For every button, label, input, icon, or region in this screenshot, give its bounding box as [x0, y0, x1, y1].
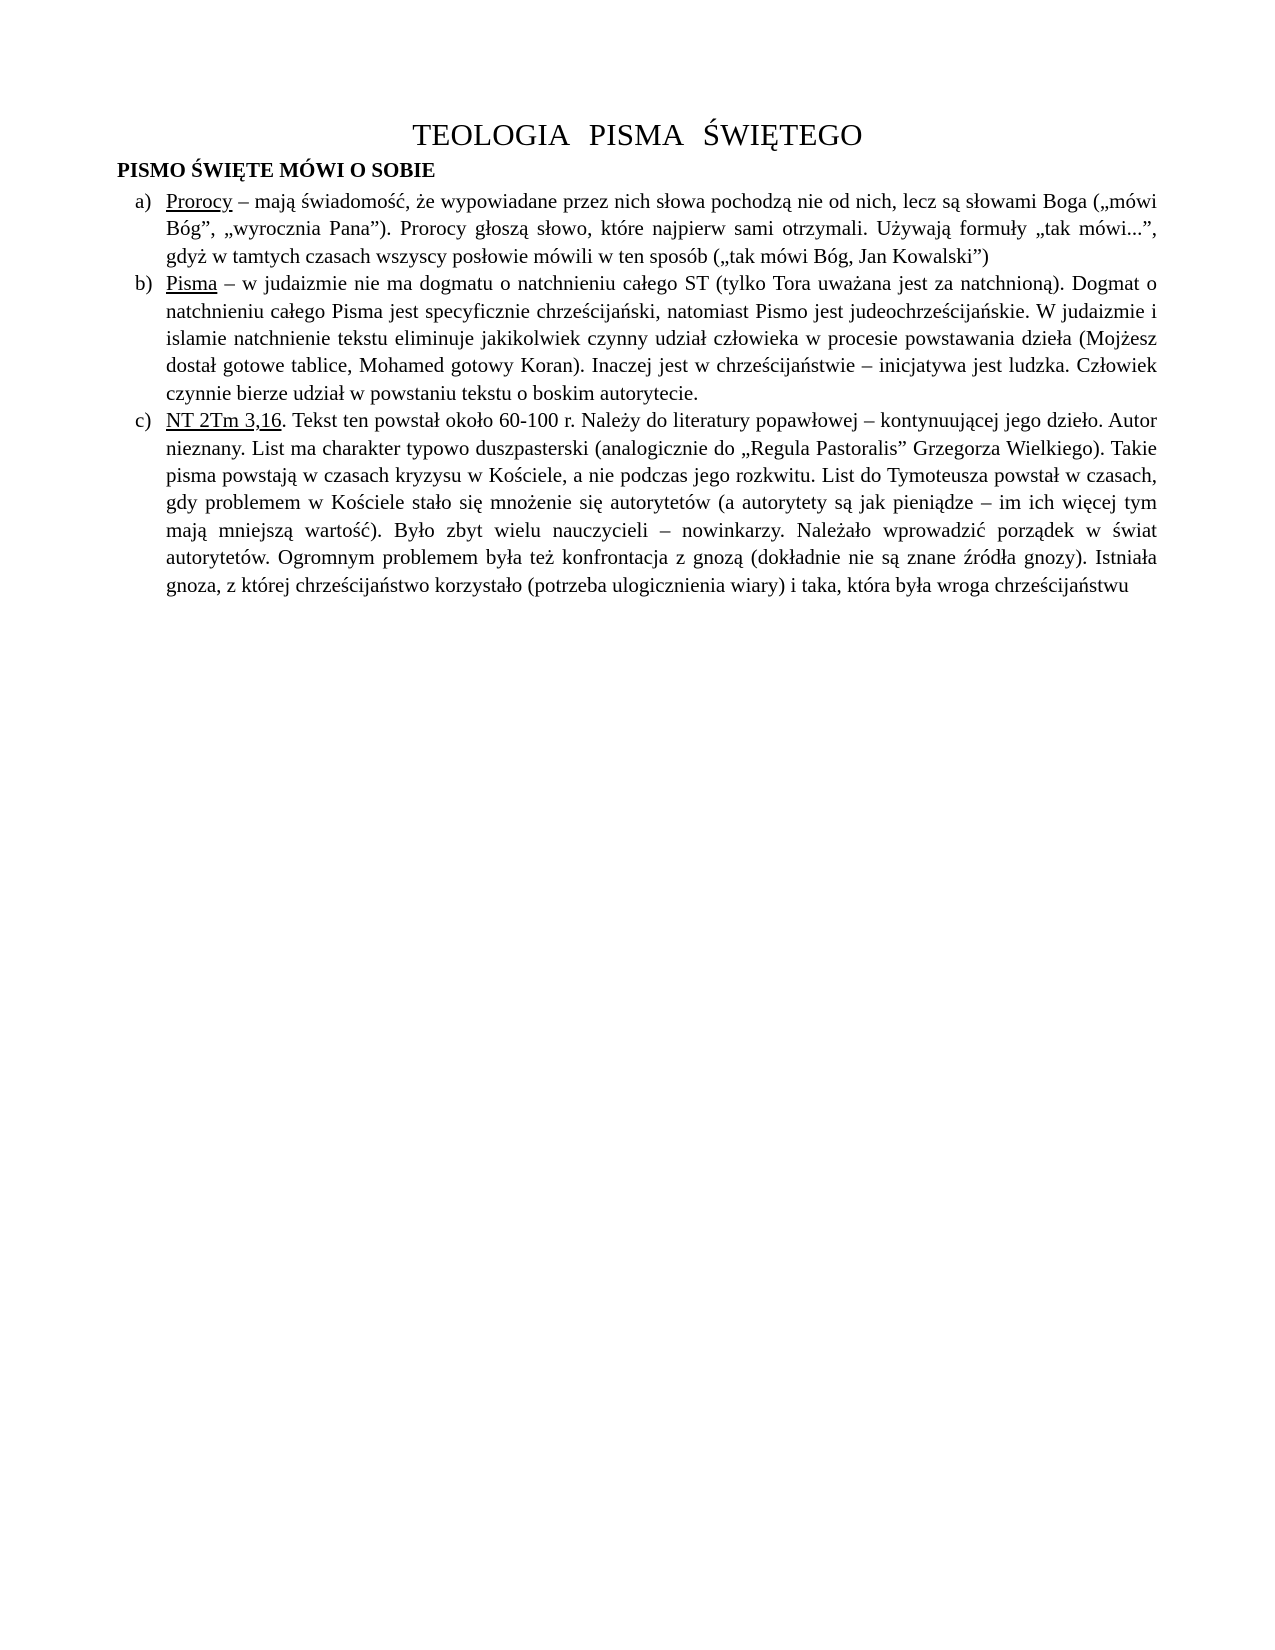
list-item-term: Pisma [166, 271, 218, 296]
list-marker: b) [135, 271, 153, 296]
list-item-text: – mają świadomość, że wypowiadane przez nich słowa pochodzą nie od nich, lecz są słowami Boga („mówi Bóg”, „wyrocznia Pana”). Prorocy głoszą słowo, które najpierw sami otrzymali. Używają formuły „tak mówi...”, gdyż w tamtych czasach wszyscy posłowie mówili w ten sposób („tak mówi Bóg, Jan Kowalski”) [166, 189, 1157, 268]
list-marker: c) [135, 408, 152, 433]
document-title: TEOLOGIA PISMA ŚWIĘTEGO [412, 117, 863, 152]
list-marker: a) [135, 189, 152, 213]
list-item-term: Prorocy [166, 189, 233, 213]
list-item-text: . Tekst ten powstał około 60-100 r. Należy do literatury popawłowej – kontynuującej jego dzieło. Autor nieznany. List ma charakter typowo duszpasterski (analogicznie do „Regula Pastoralis” Grzegorza Wielkiego). Takie pisma powstają w czasach kryzysu w Kościele, a nie podczas jego rozkwitu. List do Tymoteusza powstał w czasach, gdy problemem w Kościele stało się mnożenie się autorytetów (a autorytety są jak pieniądze – im ich więcej tym mają mniejszą wartość). Było zbyt wielu nauczycieli – nowinkarzy. Należało wprowadzić porządek w świat autorytetów. Ogromnym problemem była też konfrontacja z gnozą (dokładnie nie są znane źródła gnozy). Istniała gnoza, z której chrześcijaństwo korzystało (potrzeba ulogicznienia wiary) i taka, która była wroga chrześcijaństwu [166, 408, 1158, 597]
section-heading: PISMO ŚWIĘTE MÓWI O SOBIE [117, 158, 436, 182]
list-item-c [117, 407, 1157, 599]
list-item-b [117, 270, 1157, 407]
list-item-text: – w judaizmie nie ma dogmatu o natchnieniu całego ST (tylko Tora uważana jest za natchnioną). Dogmat o natchnieniu całego Pisma jest specyficznie chrześcijański, natomiast Pismo jest judeochrześcijańskie. W judaizmie i islamie natchnienie tekstu eliminuje jakikolwiek czynny udział człowieka w procesie powstawania dzieła (Mojżesz dostał gotowe tablice, Mohamed gotowy Koran). Inaczej jest w chrześcijaństwie – inicjatywa jest ludzka. Człowiek czynnie bierze udział w powstaniu tekstu o boskim autorytecie. [166, 271, 1157, 405]
list-item-a [117, 188, 1157, 270]
list-item-term: NT 2Tm 3,16 [166, 408, 282, 433]
numbered-list [117, 188, 1157, 599]
